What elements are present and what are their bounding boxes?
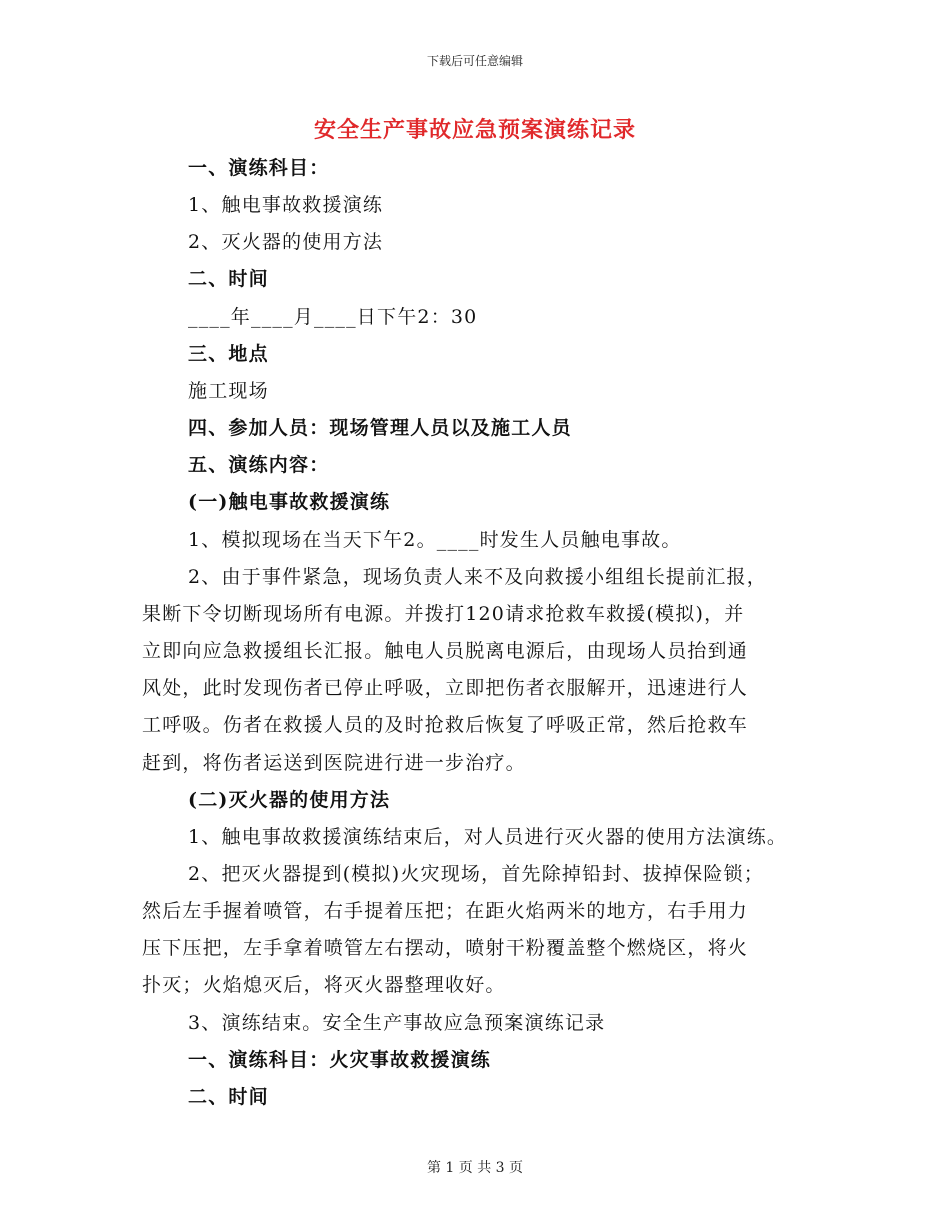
paragraph-line: 2、把灭火器提到(模拟)火灾现场，首先除掉铅封、拔掉保险锁； bbox=[188, 863, 764, 885]
paragraph-line: 1、触电事故救援演练结束后，对人员进行灭火器的使用方法演练。 bbox=[188, 826, 788, 848]
paragraph-line: 扑灭；火焰熄灭后，将灭火器整理收好。 bbox=[142, 974, 506, 996]
subsection-heading-extinguisher: (二)灭火器的使用方法 bbox=[188, 789, 391, 811]
section-heading-content: 五、演练内容： bbox=[188, 454, 330, 476]
paragraph-line: 赶到，将伤者运送到医院进行进一步治疗。 bbox=[142, 752, 526, 774]
subsection-heading-electric: (一)触电事故救援演练 bbox=[188, 491, 391, 513]
paragraph-line: 1、模拟现场在当天下午2。____时发生人员触电事故。 bbox=[188, 529, 682, 551]
section-heading-time-2: 二、时间 bbox=[188, 1086, 269, 1108]
document-title: 安全生产事故应急预案演练记录 bbox=[313, 117, 636, 143]
section-heading-subjects-2: 一、演练科目：火灾事故救援演练 bbox=[188, 1049, 492, 1071]
paragraph-line: 果断下令切断现场所有电源。并拨打120请求抢救车救援(模拟)，并 bbox=[142, 603, 745, 625]
page-footer: 第 1 页 共 3 页 bbox=[426, 1160, 524, 1176]
list-item: 1、触电事故救援演练 bbox=[188, 194, 384, 216]
section-heading-location: 三、地点 bbox=[188, 343, 269, 365]
header-note: 下载后可任意编辑 bbox=[426, 54, 523, 68]
paragraph-line: 3、演练结束。安全生产事故应急预案演练记录 bbox=[188, 1012, 606, 1034]
section-heading-time: 二、时间 bbox=[188, 268, 269, 290]
paragraph-line: 工呼吸。伤者在救援人员的及时抢救后恢复了呼吸正常，然后抢救车 bbox=[142, 714, 749, 736]
location-text: 施工现场 bbox=[188, 380, 269, 402]
time-line: ____年____月____日下午2：30 bbox=[188, 306, 478, 328]
paragraph-line: 然后左手握着喷管，右手提着压把；在距火焰两米的地方，右手用力 bbox=[142, 900, 749, 922]
section-heading-participants: 四、参加人员：现场管理人员以及施工人员 bbox=[188, 417, 572, 439]
paragraph-line: 风处，此时发现伤者已停止呼吸，立即把伤者衣服解开，迅速进行人 bbox=[142, 677, 749, 699]
section-heading-subjects: 一、演练科目： bbox=[188, 157, 330, 179]
paragraph-line: 2、由于事件紧急，现场负责人来不及向救援小组组长提前汇报， bbox=[188, 566, 767, 588]
paragraph-line: 立即向应急救援组长汇报。触电人员脱离电源后，由现场人员抬到通 bbox=[142, 640, 749, 662]
list-item: 2、灭火器的使用方法 bbox=[188, 231, 384, 253]
paragraph-line: 压下压把，左手拿着喷管左右摆动，喷射干粉覆盖整个燃烧区，将火 bbox=[142, 937, 749, 959]
